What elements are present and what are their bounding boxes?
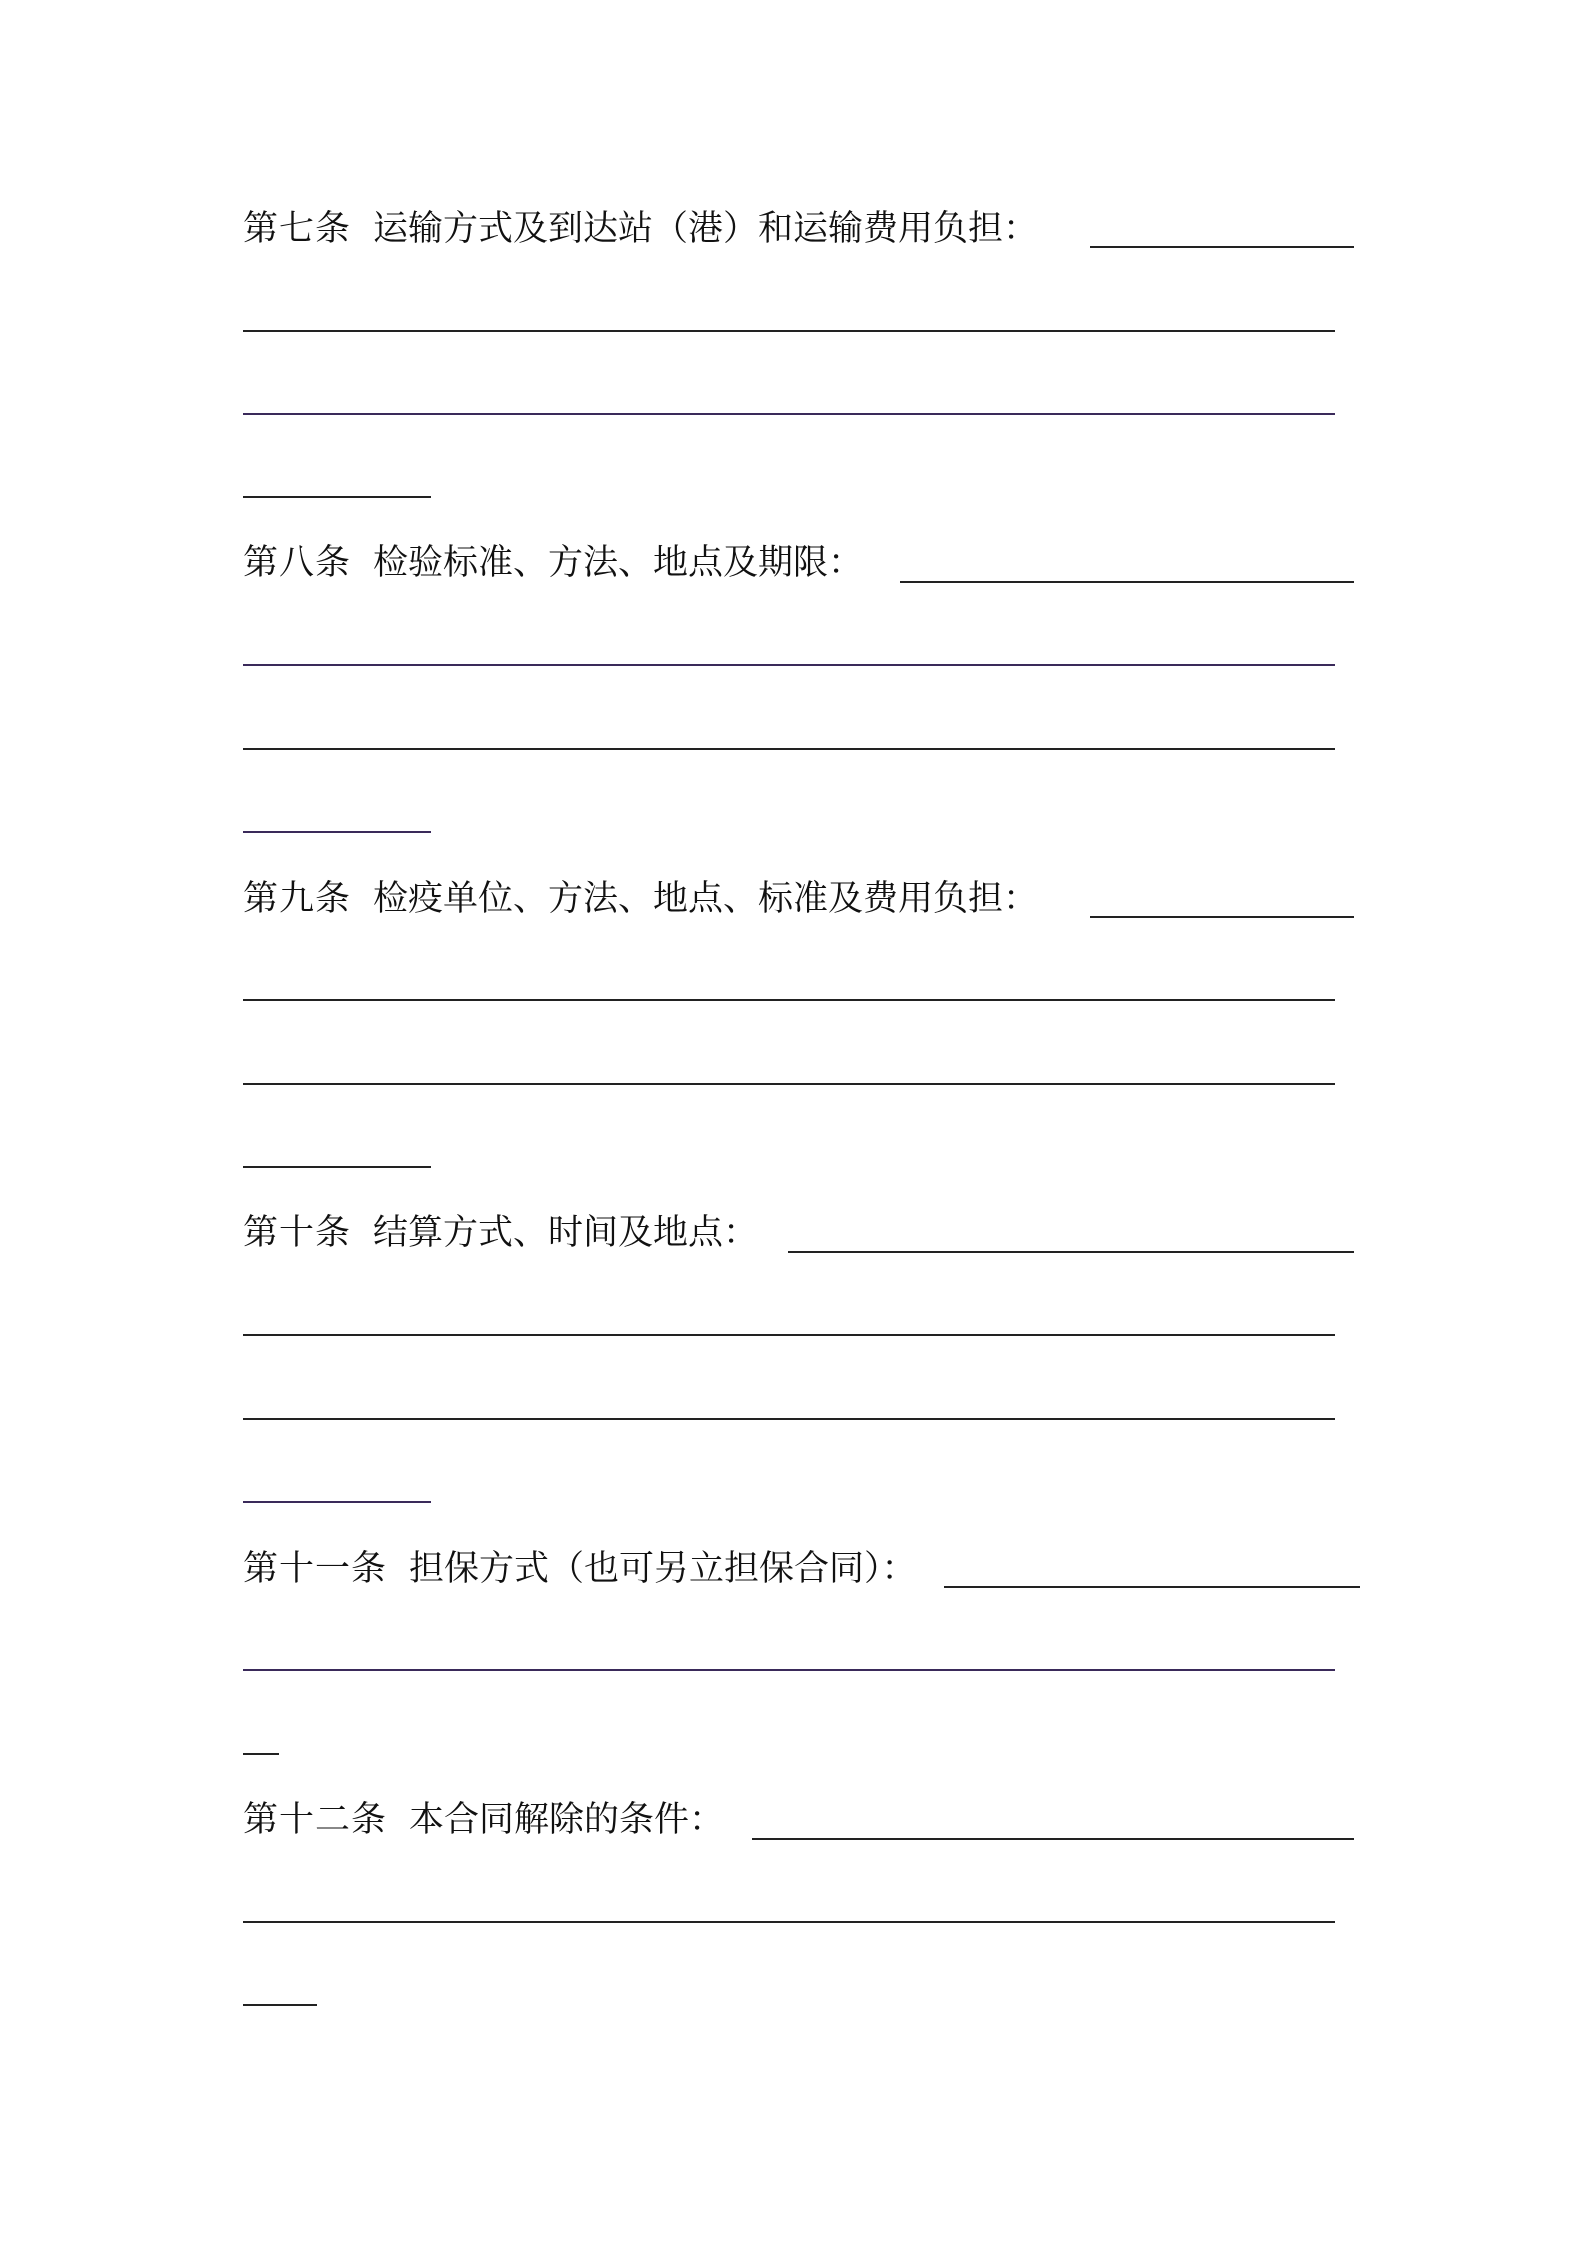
article-12-title: 本合同解除的条件： (409, 1800, 725, 1840)
article-12-number: 第十二条 (243, 1800, 388, 1840)
article-7-blank-line-1[interactable] (243, 330, 1335, 332)
article-10-title: 结算方式、时间及地点： (373, 1213, 759, 1253)
article-7-heading (243, 206, 1038, 252)
article-10-blank-line-2[interactable] (243, 1418, 1335, 1420)
article-11-blank-inline[interactable] (944, 1586, 1360, 1588)
article-8-heading (243, 540, 863, 586)
article-11-title: 担保方式（也可另立担保合同）： (409, 1549, 917, 1589)
article-9-heading (243, 876, 1038, 922)
article-7-title: 运输方式及到达站（港）和运输费用负担： (373, 209, 1039, 249)
article-7-blank-line-3[interactable] (243, 496, 431, 498)
article-11-number: 第十一条 (243, 1549, 388, 1589)
article-9-title: 检疫单位、方法、地点、标准及费用负担： (373, 879, 1039, 919)
article-8-blank-line-1[interactable] (243, 664, 1335, 666)
article-11-blank-line-2[interactable] (243, 1753, 279, 1755)
article-8-title: 检验标准、方法、地点及期限： (373, 543, 864, 583)
article-12-heading (243, 1797, 724, 1843)
article-9-blank-line-3[interactable] (243, 1166, 431, 1168)
article-12-blank-line-2[interactable] (243, 2004, 317, 2006)
article-8-blank-line-3[interactable] (243, 831, 431, 833)
article-10-blank-inline[interactable] (788, 1251, 1354, 1253)
article-10-blank-line-1[interactable] (243, 1334, 1335, 1336)
article-11-heading (243, 1546, 917, 1592)
article-8-blank-inline[interactable] (900, 581, 1354, 583)
article-9-blank-line-1[interactable] (243, 999, 1335, 1001)
article-7-blank-inline[interactable] (1090, 246, 1354, 248)
article-9-number: 第九条 (243, 879, 352, 919)
article-12-blank-line-1[interactable] (243, 1921, 1335, 1923)
article-10-number: 第十条 (243, 1213, 352, 1253)
article-11-blank-line-1[interactable] (243, 1669, 1335, 1671)
article-8-number: 第八条 (243, 543, 352, 583)
article-7-number: 第七条 (243, 209, 352, 249)
article-9-blank-line-2[interactable] (243, 1083, 1335, 1085)
article-9-blank-inline[interactable] (1090, 916, 1354, 918)
article-12-blank-inline[interactable] (752, 1838, 1354, 1840)
article-10-heading (243, 1210, 758, 1256)
article-8-blank-line-2[interactable] (243, 748, 1335, 750)
article-10-blank-line-3[interactable] (243, 1501, 431, 1503)
article-7-blank-line-2[interactable] (243, 413, 1335, 415)
